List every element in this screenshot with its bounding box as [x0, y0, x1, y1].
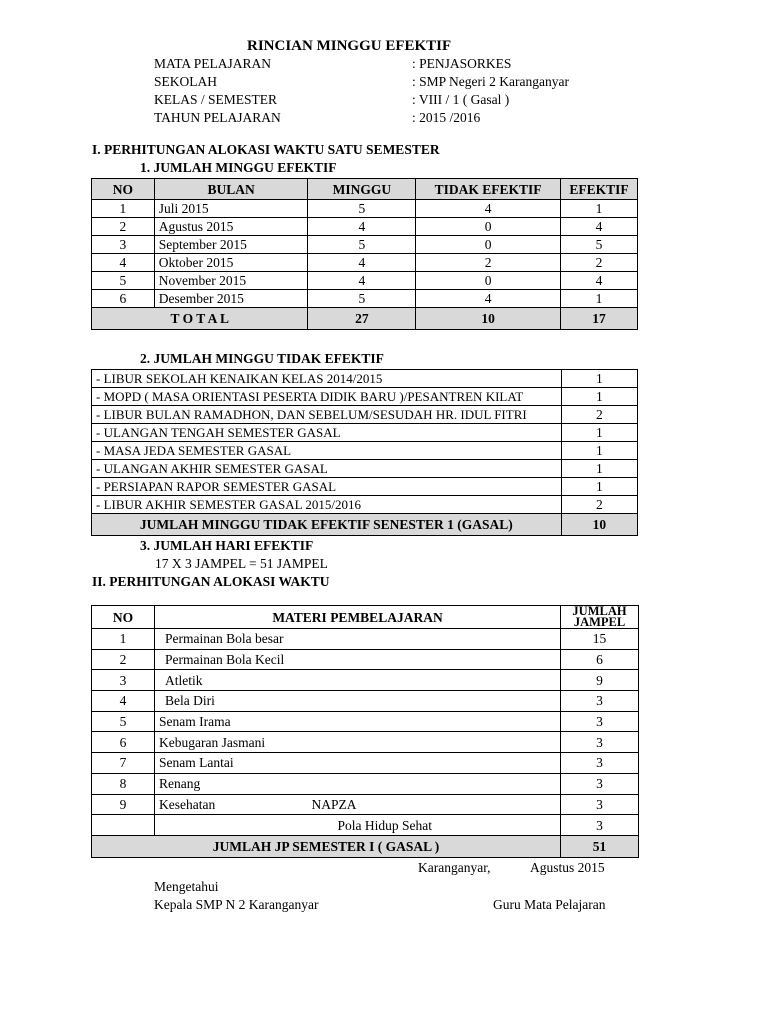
- cell: - LIBUR AKHIR SEMESTER GASAL 2015/2016: [92, 496, 562, 514]
- table-row: [92, 406, 638, 424]
- footer-mengetahui: Mengetahui: [154, 879, 219, 894]
- page-title: RINCIAN MINGGU EFEKTIF: [247, 38, 452, 54]
- table-row: [92, 236, 638, 254]
- table-header-row: [92, 606, 639, 629]
- table-row: [92, 753, 639, 774]
- cell-jp: 3: [561, 794, 639, 815]
- total-minggu: 27: [308, 308, 416, 330]
- cell-jp: 6: [561, 649, 639, 670]
- sub1-heading: 1. JUMLAH MINGGU EFEKTIF: [140, 160, 337, 175]
- cell: September 2015: [154, 236, 308, 254]
- table-row: [92, 272, 638, 290]
- info-label: TAHUN PELAJARAN: [154, 110, 281, 125]
- table-row: [92, 629, 639, 650]
- cell: - ULANGAN TENGAH SEMESTER GASAL: [92, 424, 562, 442]
- cell: 5: [308, 290, 416, 308]
- cell-materi: Kebugaran Jasmani: [155, 732, 308, 753]
- table-row: [92, 773, 639, 794]
- sub2-heading: 2. JUMLAH MINGGU TIDAK EFEKTIF: [140, 351, 384, 366]
- cell-jp: 15: [561, 629, 639, 650]
- cell-sub: [308, 753, 561, 774]
- cell: - MASA JEDA SEMESTER GASAL: [92, 442, 562, 460]
- total-label: JUMLAH JP SEMESTER I ( GASAL ): [92, 835, 561, 857]
- cell-sub: Pola Hidup Sehat: [308, 815, 561, 836]
- cell-materi: Bela Diri: [155, 691, 561, 712]
- table-row: [92, 670, 639, 691]
- cell-jp: 9: [561, 670, 639, 691]
- col-header: MINGGU: [308, 179, 416, 200]
- cell: 0: [416, 236, 561, 254]
- cell-no: 3: [92, 670, 155, 691]
- table-row: [92, 691, 639, 712]
- info-value: : PENJASORKES: [412, 56, 512, 71]
- sub3-heading: 3. JUMLAH HARI EFEKTIF: [140, 538, 314, 553]
- cell-materi: Atletik: [155, 670, 561, 691]
- col-header: BULAN: [154, 179, 308, 200]
- cell: 4: [308, 272, 416, 290]
- col-header: NO: [92, 179, 155, 200]
- cell: Desember 2015: [154, 290, 308, 308]
- col-header: NO: [92, 606, 155, 629]
- info-label: KELAS / SEMESTER: [154, 92, 278, 107]
- cell: 1: [561, 290, 638, 308]
- table-row: [92, 794, 639, 815]
- alokasi-waktu-table: [91, 605, 639, 858]
- total-value: 10: [561, 514, 637, 536]
- total-row: [92, 514, 638, 536]
- cell: 3: [92, 236, 155, 254]
- total-efektif: 17: [561, 308, 638, 330]
- table-header-row: [92, 179, 638, 200]
- cell-sub: NAPZA: [308, 794, 561, 815]
- cell: 1: [561, 442, 637, 460]
- cell: 1: [561, 388, 637, 406]
- total-row: [92, 308, 638, 330]
- col-header: MATERI PEMBELAJARAN: [155, 606, 561, 629]
- calc-text: 17 X 3 JAMPEL = 51 JAMPEL: [155, 556, 328, 571]
- table-row: [92, 370, 638, 388]
- table-row: [92, 200, 638, 218]
- info-value: : 2015 /2016: [412, 110, 481, 125]
- cell: 6: [92, 290, 155, 308]
- cell-materi: Permainan Bola besar: [155, 629, 561, 650]
- cell-jp: 3: [561, 732, 639, 753]
- cell-materi: Senam Lantai: [155, 753, 308, 774]
- cell-no: 4: [92, 691, 155, 712]
- cell: Juli 2015: [154, 200, 308, 218]
- cell-materi: Permainan Bola Kecil: [155, 649, 561, 670]
- cell-no: 1: [92, 629, 155, 650]
- cell-sub: [308, 773, 561, 794]
- cell: 2: [416, 254, 561, 272]
- total-value: 51: [561, 835, 639, 857]
- cell: 5: [561, 236, 638, 254]
- footer-date: Agustus 2015: [530, 860, 605, 875]
- cell: 1: [561, 200, 638, 218]
- cell: 4: [561, 218, 638, 236]
- cell: 1: [92, 200, 155, 218]
- cell: 1: [561, 460, 637, 478]
- cell: 1: [561, 370, 637, 388]
- table-row: [92, 290, 638, 308]
- cell: - MOPD ( MASA ORIENTASI PESERTA DIDIK BARU )/PESANTREN KILAT: [92, 388, 562, 406]
- footer-kepala: Kepala SMP N 2 Karanganyar: [154, 897, 319, 912]
- cell-materi: [155, 815, 308, 836]
- cell-no: 7: [92, 753, 155, 774]
- cell-no: 5: [92, 711, 155, 732]
- cell: Oktober 2015: [154, 254, 308, 272]
- table-row: [92, 424, 638, 442]
- info-row: [154, 110, 654, 128]
- cell: November 2015: [154, 272, 308, 290]
- cell: 5: [308, 236, 416, 254]
- cell-materi: Renang: [155, 773, 308, 794]
- cell-jp: 3: [561, 753, 639, 774]
- footer-place: Karanganyar,: [418, 860, 491, 875]
- total-label: JUMLAH MINGGU TIDAK EFEKTIF SENESTER 1 (GASAL): [92, 514, 562, 536]
- total-tidak: 10: [416, 308, 561, 330]
- table-row: [92, 388, 638, 406]
- info-label: SEKOLAH: [154, 74, 217, 89]
- table-row: [92, 442, 638, 460]
- cell-no: [92, 815, 155, 836]
- cell: 4: [308, 218, 416, 236]
- cell: 0: [416, 218, 561, 236]
- info-row: [154, 92, 654, 110]
- cell: 1: [561, 478, 637, 496]
- cell: 5: [92, 272, 155, 290]
- table-row: [92, 711, 639, 732]
- cell-no: 8: [92, 773, 155, 794]
- info-row: [154, 74, 654, 92]
- footer-guru: Guru Mata Pelajaran: [493, 897, 606, 912]
- table-row: [92, 732, 639, 753]
- table-row: [92, 460, 638, 478]
- table-row: [92, 649, 639, 670]
- cell-jp: 3: [561, 815, 639, 836]
- table-row: [92, 478, 638, 496]
- cell: 4: [561, 272, 638, 290]
- cell-jp: 3: [561, 711, 639, 732]
- cell-jp: 3: [561, 773, 639, 794]
- cell: 2: [561, 496, 637, 514]
- cell-sub: [308, 711, 561, 732]
- section1-heading: I. PERHITUNGAN ALOKASI WAKTU SATU SEMESTER: [92, 142, 440, 157]
- info-row: [154, 56, 654, 74]
- cell-sub: [308, 732, 561, 753]
- cell-materi: Senam Irama: [155, 711, 308, 732]
- cell: - PERSIAPAN RAPOR SEMESTER GASAL: [92, 478, 562, 496]
- cell: - ULANGAN AKHIR SEMESTER GASAL: [92, 460, 562, 478]
- cell-materi: Kesehatan: [155, 794, 308, 815]
- cell: Agustus 2015: [154, 218, 308, 236]
- cell: - LIBUR SEKOLAH KENAIKAN KELAS 2014/2015: [92, 370, 562, 388]
- cell-no: 2: [92, 649, 155, 670]
- cell-jp: 3: [561, 691, 639, 712]
- cell: 4: [308, 254, 416, 272]
- section2-heading: II. PERHITUNGAN ALOKASI WAKTU: [92, 574, 330, 589]
- info-value: : SMP Negeri 2 Karanganyar: [412, 74, 569, 89]
- col-header: EFEKTIF: [561, 179, 638, 200]
- cell: - LIBUR BULAN RAMADHON, DAN SEBELUM/SESUDAH HR. IDUL FITRI: [92, 406, 562, 424]
- table-row: [92, 815, 639, 836]
- col-header: JUMLAH JAMPEL: [561, 606, 639, 629]
- cell: 2: [561, 254, 638, 272]
- cell: 2: [92, 218, 155, 236]
- table-row: [92, 496, 638, 514]
- cell: 5: [308, 200, 416, 218]
- cell-no: 6: [92, 732, 155, 753]
- total-row: [92, 835, 639, 857]
- cell: 4: [416, 200, 561, 218]
- cell: 4: [92, 254, 155, 272]
- cell: 2: [561, 406, 637, 424]
- table-row: [92, 218, 638, 236]
- minggu-efektif-table: [91, 178, 638, 330]
- cell: 4: [416, 290, 561, 308]
- info-value: : VIII / 1 ( Gasal ): [412, 92, 510, 107]
- table-row: [92, 254, 638, 272]
- cell: 1: [561, 424, 637, 442]
- col-header: TIDAK EFEKTIF: [416, 179, 561, 200]
- minggu-tidak-efektif-table: [91, 369, 638, 536]
- cell-no: 9: [92, 794, 155, 815]
- total-label: T O T A L: [92, 308, 308, 330]
- info-label: MATA PELAJARAN: [154, 56, 272, 71]
- cell: 0: [416, 272, 561, 290]
